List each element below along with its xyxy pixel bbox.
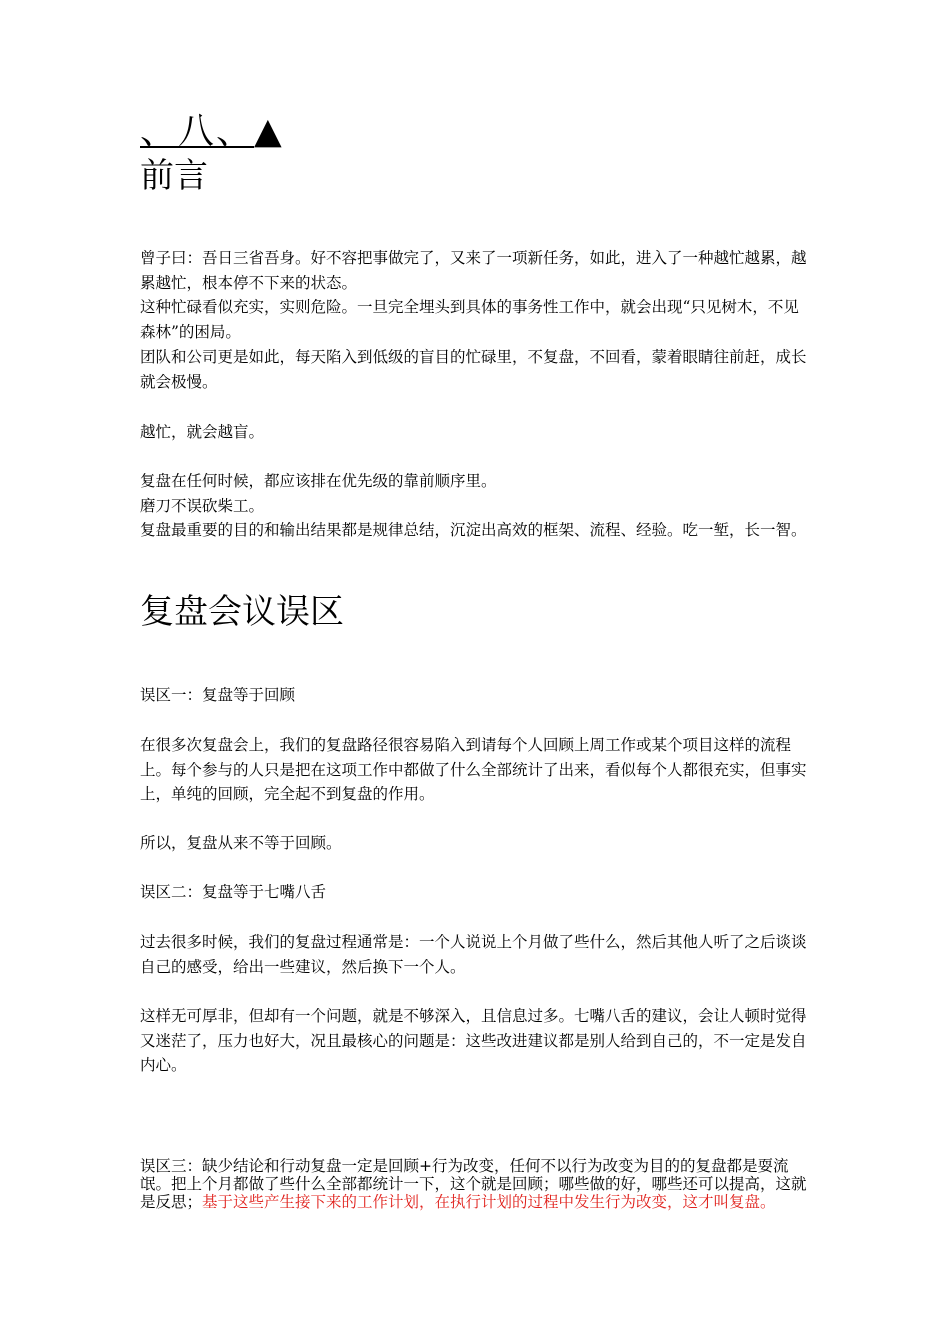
preface-paragraph-4: 越忙，就会越盲。 — [140, 423, 265, 441]
preface-paragraph-2: 这种忙碌看似充实，实则危险。一旦完全埋头到具体的事务性工作中，就会出现“只见树木，不见森林”的困局。 — [140, 298, 799, 341]
mistake-1-title: 误区一：复盘等于回顾 — [140, 686, 296, 704]
preface-paragraph-3: 团队和公司更是如此，每天陷入到低级的盲目的忙碌里，不复盘，不回看，蒙着眼睛往前赶，成长就会极慢。 — [140, 348, 807, 391]
header-glyphs — [140, 112, 284, 152]
mistake-3-text: 误区三：缺少结论和行动复盘一定是回顾+行为改变，任何不以行为改变为目的的复盘都是耍流氓。把上个月都做了些什么全部都统计一下，这个就是回顾；哪些做的好，哪些还可以提高，这就是反思； — [140, 1157, 807, 1211]
preface-paragraph-5: 复盘在任何时候，都应该排在优先级的靠前顺序里。 — [140, 472, 497, 490]
preface-paragraph-6: 磨刀不误砍柴工。 — [140, 497, 265, 515]
underlined-glyphs: 、八、 — [140, 111, 255, 152]
mistake-3-highlight: 基于这些产生接下来的工作计划，在执行计划的过程中发生行为改变，这才叫复盘。 — [202, 1193, 776, 1211]
preface-paragraph-7: 复盘最重要的目的和输出结果都是规律总结，沉淀出高效的框架、流程、经验。吃一堑，长一智。 — [140, 521, 807, 539]
mistake-1-paragraph-2: 所以，复盘从来不等于回顾。 — [140, 834, 342, 852]
preface-paragraph-1: 曾子曰：吾日三省吾身。好不容把事做完了，又来了一项新任务，如此，进入了一种越忙越累，越累越忙，根本停不下来的状态。 — [140, 249, 807, 292]
mistake-1-paragraph-1: 在很多次复盘会上，我们的复盘路径很容易陷入到请每个人回顾上周工作或某个项目这样的流程上。每个参与的人只是把在这项工作中都做了什么全部统计了出来，看似每个人都很充实，但事实上，单纯的回顾，完全起不到复盘的作用。 — [140, 736, 807, 803]
mistake-3-paragraph — [140, 1157, 812, 1211]
title-preface: 前言 — [140, 156, 208, 196]
triangle-icon: ▲ — [254, 111, 284, 152]
title-mistakes: 复盘会议误区 — [140, 592, 344, 632]
mistake-2-paragraph-2: 这样无可厚非，但却有一个问题，就是不够深入，且信息过多。七嘴八舌的建议，会让人顿时觉得又迷茫了，压力也好大，况且最核心的问题是：这些改进建议都是别人给到自己的，不一定是发自内心。 — [140, 1007, 807, 1074]
mistake-2-paragraph-1: 过去很多时候，我们的复盘过程通常是：一个人说说上个月做了些什么，然后其他人听了之后谈谈自己的感受，给出一些建议，然后换下一个人。 — [140, 933, 807, 976]
mistake-2-title: 误区二：复盘等于七嘴八舌 — [140, 883, 327, 901]
